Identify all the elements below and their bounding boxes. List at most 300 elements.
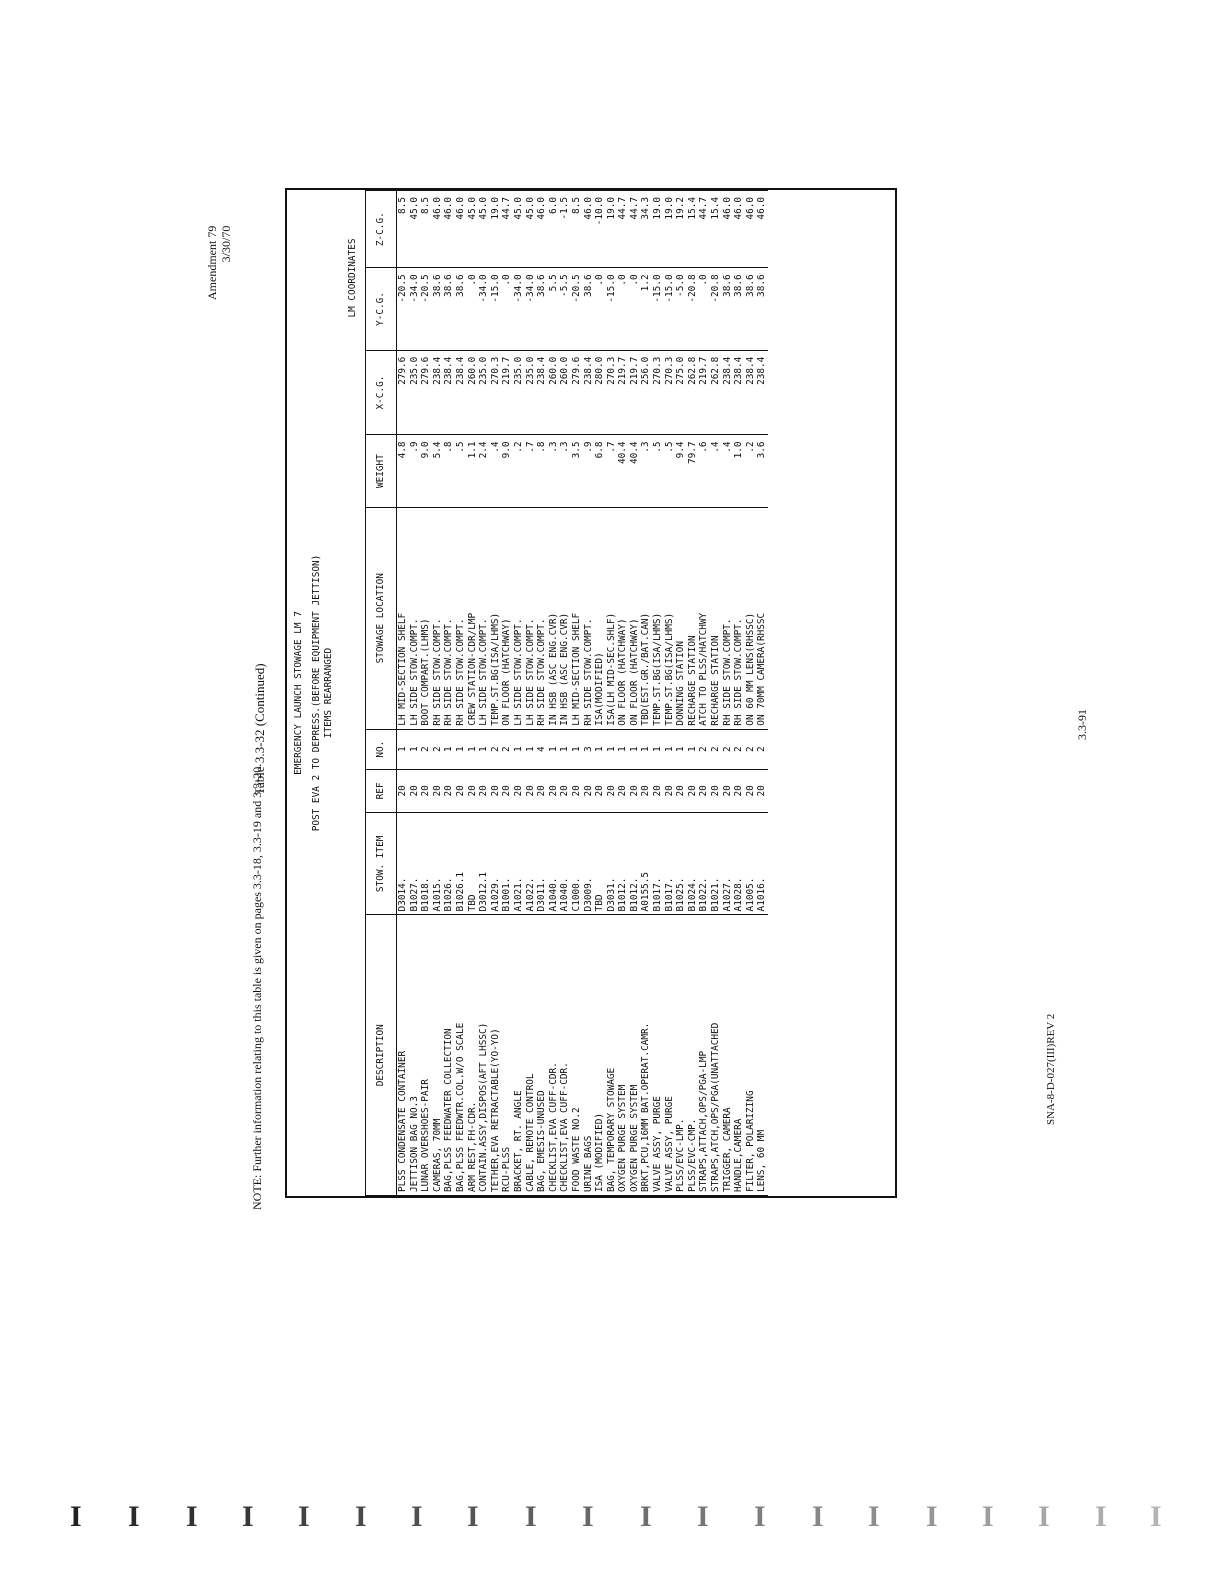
table-cell: 1: [594, 729, 606, 769]
table-cell: 262.8: [710, 350, 722, 435]
table-title: EMERGENCY LAUNCH STOWAGE LM 7: [293, 611, 304, 775]
table-cell: HANDLE,CAMERA: [733, 915, 745, 1196]
table-row: [710, 191, 722, 1196]
table-cell: B1026.: [443, 813, 455, 915]
table-cell: B1017.: [652, 813, 664, 915]
table-cell: 2: [710, 729, 722, 769]
table-cell: LH SIDE STOW.COMPT.: [478, 507, 490, 729]
table-cell: 45.0: [467, 191, 479, 268]
table-cell: A1022.: [525, 813, 537, 915]
table-cell: 3: [583, 729, 595, 769]
margin-mark: I: [128, 1500, 140, 1533]
margin-mark: I: [411, 1500, 423, 1533]
table-cell: ISA (MODIFIED): [594, 915, 606, 1196]
table-cell: A0155.5: [640, 813, 652, 915]
table-cell: 219.7: [629, 350, 641, 435]
column-header: WEIGHT: [366, 435, 397, 507]
table-cell: 20: [606, 769, 618, 813]
table-cell: 1: [675, 729, 687, 769]
table-cell: 238.4: [443, 350, 455, 435]
stowage-table: [285, 188, 897, 1198]
table-cell: ON FLOOR (HATCHWAY): [617, 507, 629, 729]
table-cell: B1022.: [698, 813, 710, 915]
table-cell: 6.8: [594, 435, 606, 507]
table-cell: 46.0: [455, 191, 467, 268]
column-header: REF: [366, 769, 397, 813]
table-row: [583, 191, 595, 1196]
table-cell: 1: [443, 729, 455, 769]
table-cell: 20: [722, 769, 734, 813]
table-cell: 38.6: [756, 268, 768, 350]
table-cell: D3009.: [583, 813, 595, 915]
table-cell: 1: [617, 729, 629, 769]
table-cell: LH MID-SECTION SHELF: [397, 507, 409, 729]
table-row: [675, 191, 687, 1196]
table-cell: 38.6: [733, 268, 745, 350]
table-cell: 4: [536, 729, 548, 769]
table-cell: -1.5: [559, 191, 571, 268]
table-cell: 1: [664, 729, 676, 769]
table-cell: .5: [652, 435, 664, 507]
table-cell: .9: [409, 435, 421, 507]
column-header: Z-C.G.: [366, 191, 397, 268]
table-cell: 1: [640, 729, 652, 769]
table-cell: 1: [467, 729, 479, 769]
margin-mark: I: [926, 1500, 938, 1533]
table-cell: 219.7: [698, 350, 710, 435]
table-cell: 2.4: [478, 435, 490, 507]
table-cell: .4: [490, 435, 502, 507]
table-cell: 20: [675, 769, 687, 813]
table-cell: 46.0: [443, 191, 455, 268]
table-row: [455, 191, 467, 1196]
table-cell: RH SIDE STOW.COMPT.: [583, 507, 595, 729]
table-cell: 40.4: [617, 435, 629, 507]
table-cell: ISA(LH MID-SEC.SHLF): [606, 507, 618, 729]
table-cell: 9.4: [675, 435, 687, 507]
table-cell: .5: [664, 435, 676, 507]
table-cell: A1021.: [513, 813, 525, 915]
table-cell: 19.2: [675, 191, 687, 268]
table-cell: RH SIDE STOW.COMPT.: [443, 507, 455, 729]
table-cell: -5.5: [559, 268, 571, 350]
table-cell: 2: [420, 729, 432, 769]
table-cell: 46.0: [722, 191, 734, 268]
table-cell: 2: [432, 729, 444, 769]
table-subtitle-2: ITEMS REARRANGED: [323, 647, 334, 739]
table-cell: LH SIDE STOW.COMPT.: [513, 507, 525, 729]
table-cell: 20: [548, 769, 560, 813]
table-cell: .7: [606, 435, 618, 507]
column-header: DESCRIPTION: [366, 915, 397, 1196]
table-cell: ISA(MODIFIED): [594, 507, 606, 729]
amendment-stamp: [205, 226, 233, 300]
table-cell: 2: [501, 729, 513, 769]
table-cell: .3: [548, 435, 560, 507]
table-row: [397, 191, 409, 1196]
table-cell: 19.0: [490, 191, 502, 268]
margin-mark: I: [812, 1500, 824, 1533]
table-cell: 20: [443, 769, 455, 813]
table-cell: .8: [443, 435, 455, 507]
table-row: [652, 191, 664, 1196]
table-cell: RH SIDE STOW.COMPT.: [432, 507, 444, 729]
table-cell: IN HSB (ASC ENG.CVR): [548, 507, 560, 729]
table-cell: 20: [710, 769, 722, 813]
table-cell: 46.0: [756, 191, 768, 268]
table-cell: 45.0: [513, 191, 525, 268]
table-cell: 19.0: [664, 191, 676, 268]
table-cell: 8.5: [571, 191, 583, 268]
table-cell: A1016.: [756, 813, 768, 915]
table-row: [467, 191, 479, 1196]
table-cell: RH SIDE STOW.COMPT.: [536, 507, 548, 729]
table-cell: A1005.: [745, 813, 757, 915]
table-cell: BOOT COMPART.(LHMS): [420, 507, 432, 729]
table-cell: 20: [756, 769, 768, 813]
margin-mark: I: [982, 1500, 994, 1533]
table-cell: 235.0: [478, 350, 490, 435]
table-cell: ON 60 MM LENS(RHSSC): [745, 507, 757, 729]
table-cell: 2: [733, 729, 745, 769]
table-cell: 1: [397, 729, 409, 769]
margin-marks: [70, 1500, 1170, 1540]
table-cell: RH SIDE STOW.COMPT.: [455, 507, 467, 729]
table-cell: 279.6: [571, 350, 583, 435]
table-cell: 1: [629, 729, 641, 769]
margin-mark: I: [1150, 1500, 1162, 1533]
table-cell: STRAPS,ATCH,OPS/PGA(UNATTACHED: [710, 915, 722, 1196]
column-header: Y-C.G.: [366, 268, 397, 350]
table-cell: RECHARGE STATION: [687, 507, 699, 729]
table-cell: 1.1: [467, 435, 479, 507]
table-cell: 270.3: [606, 350, 618, 435]
table-cell: 260.0: [559, 350, 571, 435]
table-row: [432, 191, 444, 1196]
table-cell: 1: [606, 729, 618, 769]
table-cell: 1: [525, 729, 537, 769]
table-cell: 20: [594, 769, 606, 813]
table-cell: D3014.: [397, 813, 409, 915]
table-row: [559, 191, 571, 1196]
margin-mark: I: [582, 1500, 594, 1533]
table-cell: 38.6: [745, 268, 757, 350]
table-cell: OXYGEN PURGE SYSTEM: [629, 915, 641, 1196]
table-cell: 1: [478, 729, 490, 769]
table-cell: .5: [455, 435, 467, 507]
table-row: [594, 191, 606, 1196]
table-cell: TBD(EST.GR./BAT.CAN): [640, 507, 652, 729]
table-cell: 260.0: [467, 350, 479, 435]
table-cell: .3: [559, 435, 571, 507]
table-cell: 235.0: [513, 350, 525, 435]
column-header: STOWAGE LOCATION: [366, 507, 397, 729]
table-cell: 270.3: [664, 350, 676, 435]
table-cell: BAG, EMESIS-UNUSED: [536, 915, 548, 1196]
table-cell: -34.0: [478, 268, 490, 350]
table-cell: CHECKLIST,EVA CUFF-CDR.: [559, 915, 571, 1196]
table-cell: FILTER, POLARIZING: [745, 915, 757, 1196]
table-cell: 1: [559, 729, 571, 769]
table-cell: 238.4: [756, 350, 768, 435]
table-cell: 238.4: [455, 350, 467, 435]
table-cell: 270.3: [490, 350, 502, 435]
table-cell: D3031.: [606, 813, 618, 915]
table-cell: 235.0: [409, 350, 421, 435]
table-cell: 46.0: [536, 191, 548, 268]
table-cell: ON FLOOR (HATCHWAY): [629, 507, 641, 729]
table-cell: 38.6: [432, 268, 444, 350]
table-cell: 256.0: [640, 350, 652, 435]
table-cell: 44.7: [617, 191, 629, 268]
table-cell: 20: [536, 769, 548, 813]
table-cell: 19.0: [652, 191, 664, 268]
table-cell: 20: [640, 769, 652, 813]
table-cell: -15.0: [490, 268, 502, 350]
table-cell: TRIGGER, CAMERA: [722, 915, 734, 1196]
table-row: [443, 191, 455, 1196]
table-cell: URINE BAGS: [583, 915, 595, 1196]
table-cell: 45.0: [478, 191, 490, 268]
table-row: [571, 191, 583, 1196]
table-cell: PLSS CONDENSATE CONTAINER: [397, 915, 409, 1196]
margin-mark: I: [754, 1500, 766, 1533]
table-cell: BAG, TEMPORARY STOWAGE: [606, 915, 618, 1196]
table-cell: 2: [490, 729, 502, 769]
margin-mark: I: [640, 1500, 652, 1533]
amendment-label: Amendment 79: [205, 225, 219, 300]
table-cell: .4: [710, 435, 722, 507]
table-cell: .0: [629, 268, 641, 350]
table-note: NOTE: Further information relating to this table is given on pages 3.3-18, 3.3-19 and 3.3-20.: [250, 763, 264, 1210]
table-row: [606, 191, 618, 1196]
table-cell: CONTAIN.ASSY,DISPOS(AFT LHSSC): [478, 915, 490, 1196]
table-cell: 235.0: [525, 350, 537, 435]
table-cell: 20: [490, 769, 502, 813]
table-cell: 1.2: [640, 268, 652, 350]
table-cell: 8.5: [397, 191, 409, 268]
table-cell: BRKT,PCU,16MM BAT.OPERAT.CAMR.: [640, 915, 652, 1196]
table-cell: 270.3: [652, 350, 664, 435]
table-cell: B1017.: [664, 813, 676, 915]
table-cell: D3011.: [536, 813, 548, 915]
table-cell: LUNAR OVERSHOES-PAIR: [420, 915, 432, 1196]
table-cell: -20.5: [571, 268, 583, 350]
column-header: STOW. ITEM: [366, 813, 397, 915]
table-row: [756, 191, 768, 1196]
table-header: [287, 190, 365, 1196]
table-cell: 5.5: [548, 268, 560, 350]
table-cell: 20: [664, 769, 676, 813]
table-row: [478, 191, 490, 1196]
table-cell: 1: [687, 729, 699, 769]
margin-mark: I: [525, 1500, 537, 1533]
table-cell: 20: [745, 769, 757, 813]
table-cell: -15.0: [664, 268, 676, 350]
table-cell: 1: [548, 729, 560, 769]
table-cell: 44.7: [501, 191, 513, 268]
table-row: [733, 191, 745, 1196]
table-row: [698, 191, 710, 1196]
table-cell: 38.6: [443, 268, 455, 350]
table-cell: FOOD WASTE NO.2: [571, 915, 583, 1196]
table-cell: 6.0: [548, 191, 560, 268]
table-cell: 279.6: [397, 350, 409, 435]
table-cell: LH MID-SECTION SHELF: [571, 507, 583, 729]
table-cell: 20: [397, 769, 409, 813]
table-cell: 20: [617, 769, 629, 813]
table-cell: TEMP.ST.BG(ISA/LHMS): [490, 507, 502, 729]
column-header-row: [366, 191, 397, 1196]
table-cell: 20: [501, 769, 513, 813]
table-cell: -20.8: [687, 268, 699, 350]
table-cell: 280.0: [594, 350, 606, 435]
table-row: [525, 191, 537, 1196]
table-cell: -34.0: [525, 268, 537, 350]
table-cell: .3: [640, 435, 652, 507]
table-cell: .9: [583, 435, 595, 507]
table-cell: .0: [617, 268, 629, 350]
table-cell: 1: [652, 729, 664, 769]
table-cell: PLSS/EVC-CMP.: [687, 915, 699, 1196]
table-cell: B1001.: [501, 813, 513, 915]
table-cell: 262.8: [687, 350, 699, 435]
table-row: [640, 191, 652, 1196]
table-row: [722, 191, 734, 1196]
table-cell: .7: [525, 435, 537, 507]
table-cell: 46.0: [583, 191, 595, 268]
table-cell: BAG,PLSS FEEDWATER COLLECTION: [443, 915, 455, 1196]
table-cell: B1026.1: [455, 813, 467, 915]
table-cell: 38.6: [722, 268, 734, 350]
table-cell: 219.7: [501, 350, 513, 435]
table-cell: 20: [629, 769, 641, 813]
column-header: NO.: [366, 729, 397, 769]
table-cell: RECHARGE STATION: [710, 507, 722, 729]
table-cell: 20: [455, 769, 467, 813]
table-cell: .0: [594, 268, 606, 350]
page-number: 3.3-91: [1075, 709, 1089, 740]
table-cell: 1: [513, 729, 525, 769]
table-cell: CAMERAS, 70MM: [432, 915, 444, 1196]
table-cell: .0: [467, 268, 479, 350]
table-cell: .2: [745, 435, 757, 507]
table-cell: 3.6: [756, 435, 768, 507]
table-caption: Table 3.3-32 (Continued): [252, 663, 267, 795]
table-cell: ATCH TO PLSS/HATCHWY: [698, 507, 710, 729]
table-cell: 20: [571, 769, 583, 813]
table-cell: 20: [525, 769, 537, 813]
table-cell: B1027.: [409, 813, 421, 915]
table-cell: 238.4: [745, 350, 757, 435]
table-cell: B1024.: [687, 813, 699, 915]
table-cell: 1: [571, 729, 583, 769]
table-cell: B1025.: [675, 813, 687, 915]
table-cell: 20: [733, 769, 745, 813]
table-cell: B1018.: [420, 813, 432, 915]
table-cell: A1015.: [432, 813, 444, 915]
table-row: [687, 191, 699, 1196]
table-cell: PLSS/EVC-LMP.: [675, 915, 687, 1196]
table-cell: 20: [513, 769, 525, 813]
table-cell: 238.4: [432, 350, 444, 435]
table-cell: 2: [698, 729, 710, 769]
margin-mark: I: [298, 1500, 310, 1533]
table-cell: 219.7: [617, 350, 629, 435]
table-cell: TETHER,EVA RETRACTABLE(YO-YO): [490, 915, 502, 1196]
table-cell: A1028.: [733, 813, 745, 915]
table-row: [501, 191, 513, 1196]
table-cell: 2: [745, 729, 757, 769]
margin-mark: I: [1095, 1500, 1107, 1533]
table-cell: 1: [455, 729, 467, 769]
margin-mark: I: [355, 1500, 367, 1533]
table-cell: 79.7: [687, 435, 699, 507]
table-cell: 275.0: [675, 350, 687, 435]
table-cell: CABLE, REMOTE CONTROL: [525, 915, 537, 1196]
table-cell: 45.0: [409, 191, 421, 268]
table-cell: A1040.: [548, 813, 560, 915]
table-cell: 3.5: [571, 435, 583, 507]
table-cell: 38.6: [455, 268, 467, 350]
table-cell: BRACKET, RT. ANGLE: [513, 915, 525, 1196]
amendment-date: 3/30/70: [219, 225, 233, 263]
document-id: SNA-8-D-027(III)REV 2: [1045, 1013, 1057, 1125]
margin-mark: I: [467, 1500, 479, 1533]
table-cell: OXYGEN PURGE SYSTEM: [617, 915, 629, 1196]
table-cell: 45.0: [525, 191, 537, 268]
table-cell: LH SIDE STOW.COMPT.: [409, 507, 421, 729]
margin-mark: I: [70, 1500, 82, 1533]
table-row: [420, 191, 432, 1196]
margin-mark: I: [242, 1500, 254, 1533]
table-cell: A1027.: [722, 813, 734, 915]
table-cell: 20: [478, 769, 490, 813]
table-cell: 2: [722, 729, 734, 769]
coordinates-group-label: LM COORDINATES: [347, 238, 358, 318]
table-cell: 1: [409, 729, 421, 769]
table-cell: .0: [501, 268, 513, 350]
table-cell: .4: [722, 435, 734, 507]
table-cell: .2: [513, 435, 525, 507]
table-cell: 20: [687, 769, 699, 813]
stowage-grid: [365, 190, 768, 1196]
table-cell: 40.4: [629, 435, 641, 507]
table-cell: 46.0: [733, 191, 745, 268]
table-cell: 19.0: [606, 191, 618, 268]
table-cell: .8: [536, 435, 548, 507]
table-cell: CHECKLIST,EVA CUFF-CDR.: [548, 915, 560, 1196]
table-cell: -10.0: [594, 191, 606, 268]
table-cell: -5.0: [675, 268, 687, 350]
table-cell: 44.7: [698, 191, 710, 268]
table-cell: B1021.: [710, 813, 722, 915]
table-row: [536, 191, 548, 1196]
table-cell: 260.0: [548, 350, 560, 435]
table-body: [397, 191, 769, 1196]
table-cell: 20: [652, 769, 664, 813]
table-cell: JETTISON BAG NO.3: [409, 915, 421, 1196]
table-row: [664, 191, 676, 1196]
table-cell: LH SIDE STOW.COMPT.: [525, 507, 537, 729]
table-cell: 38.6: [583, 268, 595, 350]
table-row: [513, 191, 525, 1196]
table-cell: -20.5: [397, 268, 409, 350]
table-row: [617, 191, 629, 1196]
table-cell: 15.4: [710, 191, 722, 268]
table-cell: -15.0: [652, 268, 664, 350]
table-cell: -34.0: [409, 268, 421, 350]
